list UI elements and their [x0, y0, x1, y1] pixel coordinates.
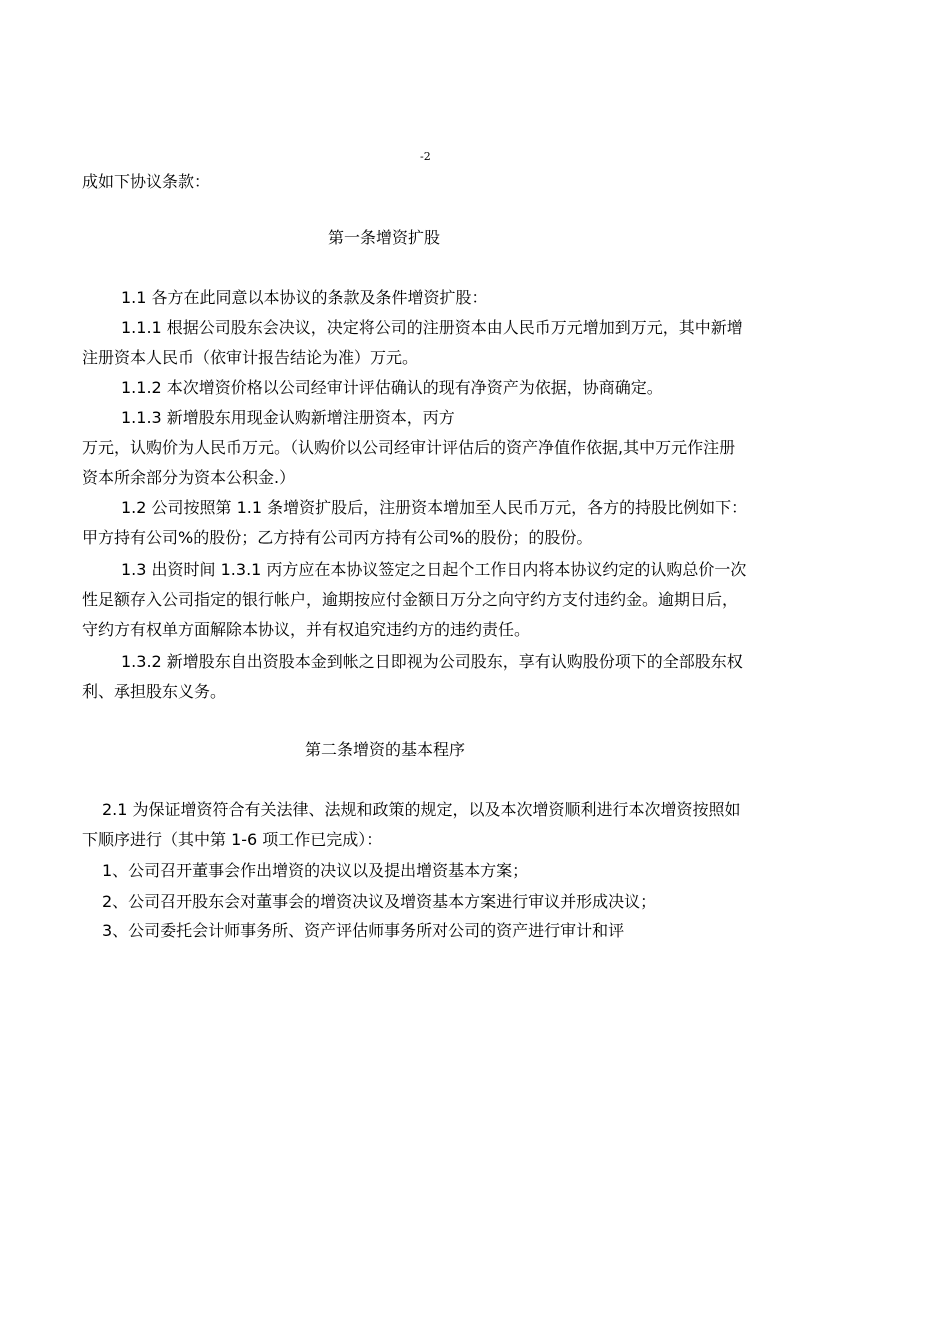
- clause-2-1-cont: 下顺序进行（其中第 1-6 项工作已完成）：: [82, 830, 383, 849]
- clause-1-1-3: 1.1.3 新增股东用现金认购新增注册资本，丙方: [121, 408, 455, 427]
- procedure-item-3: 3、公司委托会计师事务所、资产评估师事务所对公司的资产进行审计和评: [102, 921, 625, 940]
- clause-1-1-1: 1.1.1 根据公司股东会决议，决定将公司的注册资本由人民币万元增加到万元，其中新增: [121, 318, 743, 337]
- article-1-title: 第一条增资扩股: [328, 228, 441, 247]
- page-number: -2: [420, 150, 431, 163]
- clause-1-1-2: 1.1.2 本次增资价格以公司经审计评估确认的现有净资产为依据，协商确定。: [121, 378, 663, 397]
- clause-1-3-cont-2: 守约方有权单方面解除本协议，并有权追究违约方的违约责任。: [82, 620, 531, 639]
- clause-1-3-2: 1.3.2 新增股东自出资股本金到帐之日即视为公司股东，享有认购股份项下的全部股东权: [121, 652, 743, 671]
- clause-1-1: 1.1 各方在此同意以本协议的条款及条件增资扩股：: [121, 288, 488, 307]
- clause-1-3-cont-1: 性足额存入公司指定的银行帐户，逾期按应付金额日万分之向守约方支付违约金。逾期日后，: [82, 590, 739, 609]
- procedure-item-2: 2、公司召开股东会对董事会的增资决议及增资基本方案进行审议并形成决议；: [102, 892, 657, 911]
- clause-1-1-3-cont-2: 资本所余部分为资本公积金.）: [82, 468, 296, 487]
- clause-1-2-cont: 甲方持有公司%的股份；乙方持有公司丙方持有公司%的股份；的股份。: [82, 528, 593, 547]
- clause-1-2: 1.2 公司按照第 1.1 条增资扩股后，注册资本增加至人民币万元，各方的持股比例如下：: [121, 498, 748, 517]
- clause-1-3: 1.3 出资时间 1.3.1 丙方应在本协议签定之日起个工作日内将本协议约定的认购总价一次: [121, 560, 747, 579]
- intro-text: 成如下协议条款：: [82, 172, 211, 191]
- article-2-title: 第二条增资的基本程序: [305, 740, 466, 759]
- clause-1-3-2-cont: 利、承担股东义务。: [82, 682, 227, 701]
- procedure-item-1: 1、公司召开董事会作出增资的决议以及提出增资基本方案；: [102, 861, 529, 880]
- clause-1-1-3-cont-1: 万元，认购价为人民币万元。（认购价以公司经审计评估后的资产净值作依据,其中万元作注册: [82, 438, 736, 457]
- clause-2-1: 2.1 为保证增资符合有关法律、法规和政策的规定，以及本次增资顺利进行本次增资按照如: [102, 800, 741, 819]
- clause-1-1-1-cont: 注册资本人民币（依审计报告结论为准）万元。: [82, 348, 419, 367]
